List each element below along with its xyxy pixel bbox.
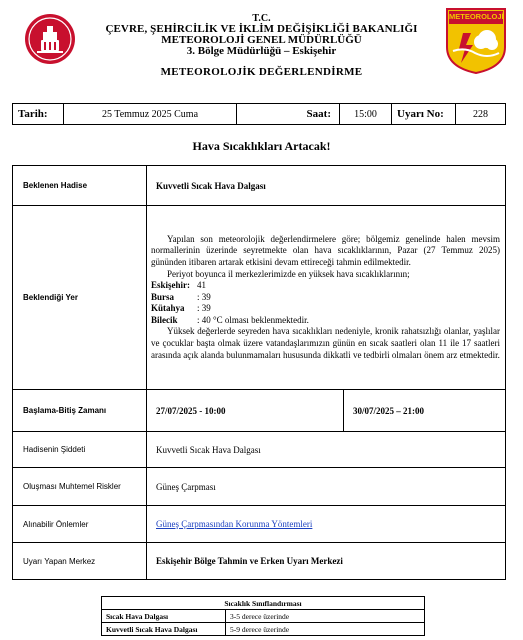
table-row [13,543,506,580]
measures-link[interactable]: Güneş Çarpmasından Korunma Yöntemleri [156,519,313,529]
header-ministry: ÇEVRE, ŞEHİRCİLİK VE İKLİM DEĞİŞİKLİĞİ BAKANLIĞI [105,23,418,35]
headline: Hava Sıcaklıkları Artacak! [192,139,331,153]
table-row [13,206,506,390]
center-value: Eskişehir Bölge Tahmin ve Erken Uyarı Merkezi [147,543,506,580]
measures-cell [147,506,506,543]
severity-label: Hadisenin Şiddeti [13,432,147,468]
risk-label: Oluşması Muhtemel Riskler [13,468,147,506]
classification-name: Kuvvetli Sıcak Hava Dalgası [102,623,226,636]
date-value: 25 Temmuz 2025 Cuma [64,104,237,124]
document-title: METEOROLOJİK DEĞERLENDİRME [160,66,363,78]
temperature-classification-table [101,596,425,636]
period-label: Başlama-Bitiş Zamanı [13,390,147,432]
table-row [13,166,506,206]
header-region: 3. Bölge Müdürlüğü – Eskişehir [186,45,337,57]
classification-value: 3-5 derece üzerinde [226,610,425,623]
header-tc: T.C. [252,13,271,24]
table-row [102,610,425,623]
period-end: 30/07/2025 – 21:00 [344,390,506,432]
warning-no-label: Uyarı No: [392,104,456,124]
time-label: Saat: [237,104,340,124]
warning-no-value: 228 [473,108,488,120]
place-label: Beklendiği Yer [13,206,147,390]
measures-label: Alınabilir Önlemler [13,506,147,543]
date-label: Tarih: [13,104,64,124]
event-value: Kuvvetli Sıcak Hava Dalgası [147,166,506,206]
city-temp-bursa: Bursa : 39 [151,291,211,302]
table-row [13,468,506,506]
time-value: 15:00 [340,104,392,124]
header-directorate: METEOROLOJİ GENEL MÜDÜRLÜĞÜ [161,34,362,46]
description-paragraph-1: Yapılan son meteorolojik değerlendirmelere göre; bölgemiz genelinde halen mevsim normallerinin üzerinde seyretmekte olan hava sıcaklıklarının, Pazar (27 Temmuz 2025) gününden itibaren artarak etkisini devam ettireceği tahmin edilmektedir. [151,233,500,267]
city-temp-eskisehir: Eskişehir: 41 [151,280,206,291]
risk-value: Güneş Çarpması [147,468,506,506]
description-paragraph-3: Yüksek değerlerde seyreden hava sıcaklıkları nedeniyle, kronik rahatsızlığı olanlar, yaşlılar ve çocuklar başta olmak üzere vatandaşlarımızın günün en sıcak saatleri olan 11 ile 17 saatleri arasında açık alanda bulunmamaları hususunda dikkatli ve tedbirli olmaları önem arz etmektedir. [151,326,500,360]
table-row [13,506,506,543]
event-label: Beklenen Hadise [13,166,147,206]
city-temp-kutahya: Kütahya : 39 [151,303,211,314]
warning-table [12,165,506,580]
place-description [147,206,506,390]
classification-name: Sıcak Hava Dalgası [102,610,226,623]
classification-title: Sıcaklık Sınıflandırması [102,597,425,610]
period-start: 27/07/2025 - 10:00 [147,390,344,432]
center-label: Uyarı Yapan Merkez [13,543,147,580]
table-row [102,623,425,636]
city-temp-bilecik: Bilecik : 40 °C olması beklenmektedir. [151,314,309,325]
description-paragraph-2: Periyot boyunca il merkezlerimizde en yüksek hava sıcaklıklarının; [167,268,410,279]
classification-value: 5-9 derece üzerinde [226,623,425,636]
table-row [13,390,506,432]
severity-value: Kuvvetli Sıcak Hava Dalgası [147,432,506,468]
meta-bar [12,103,506,125]
table-row [13,432,506,468]
table-row [102,597,425,610]
ministry-logo-icon [24,13,76,65]
logo-right-text: METEOROLOJİ [449,12,504,21]
